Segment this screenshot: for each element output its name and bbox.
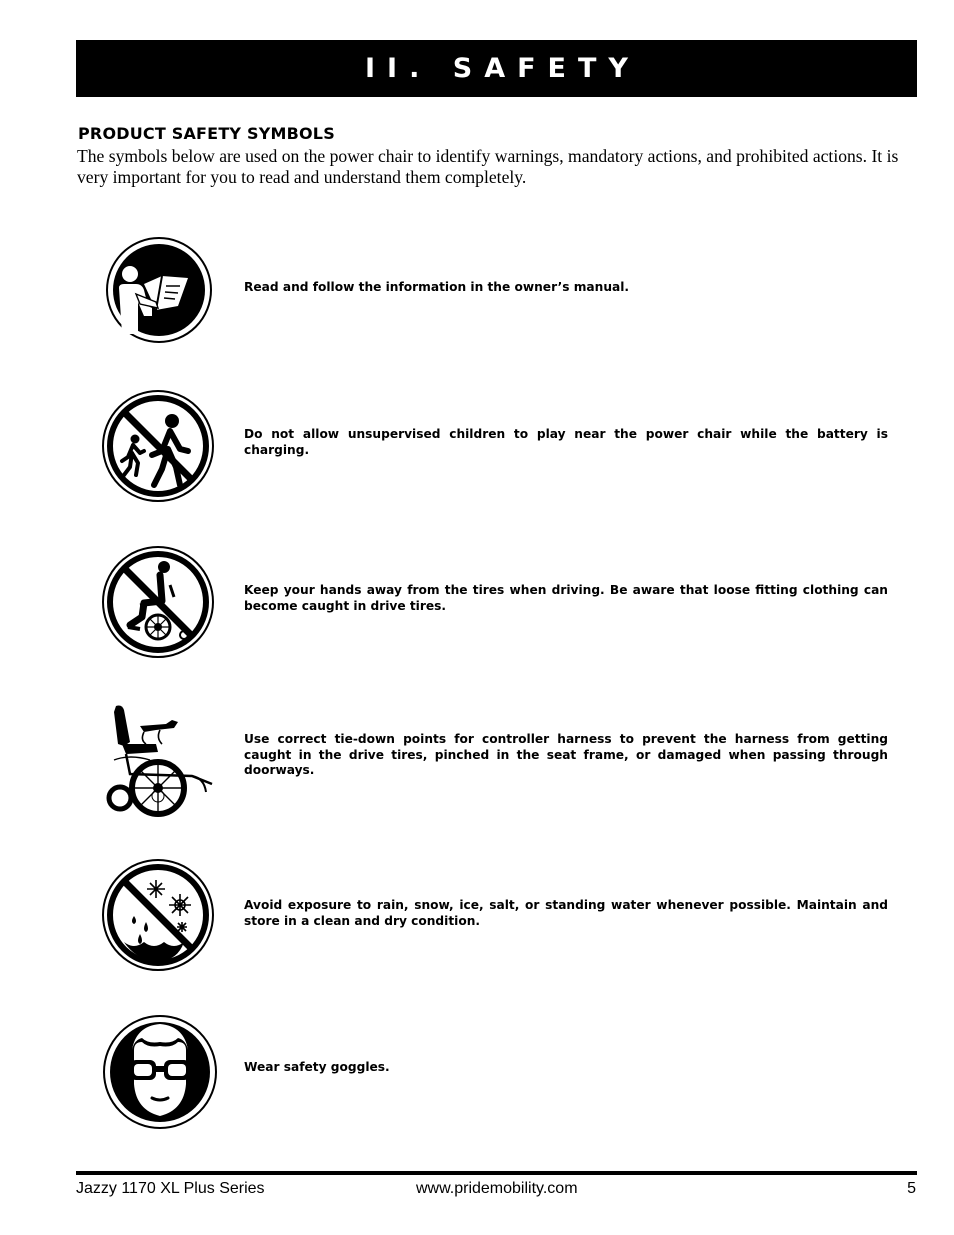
no-water-exposure-icon [100, 858, 218, 976]
symbol-text: Wear safety goggles. [244, 1060, 390, 1074]
footer-product-name: Jazzy 1170 XL Plus Series [76, 1180, 265, 1197]
banner-title: II. SAFETY [365, 53, 640, 84]
power-chair-harness-icon [100, 700, 218, 818]
footer-page-number: 5 [907, 1180, 916, 1197]
read-manual-icon [100, 236, 218, 354]
symbol-text: Do not allow unsupervised children to play near the power chair while the battery is charging. [244, 427, 888, 457]
symbol-text: Use correct tie-down points for controller harness to prevent the harness from getting caught in the drive tires, pinched in the seat frame, or damaged when passing through doorways. [244, 732, 888, 777]
section-banner [76, 40, 917, 97]
symbol-text: Keep your hands away from the tires when driving. Be aware that loose fitting clothing can become caught in drive tires. [244, 583, 888, 613]
section-heading: PRODUCT SAFETY SYMBOLS [78, 124, 335, 143]
symbol-text: Avoid exposure to rain, snow, ice, salt, or standing water whenever possible. Maintain and store in a clean and dry condition. [244, 898, 888, 928]
symbol-text: Read and follow the information in the owner’s manual. [244, 280, 630, 294]
footer-divider [76, 1171, 917, 1175]
no-children-icon [100, 389, 218, 507]
safety-goggles-icon [100, 1014, 218, 1132]
intro-paragraph: The symbols below are used on the power chair to identify warnings, mandatory actions, and prohibited actions. It is very important for you to read and understand them completely. [77, 146, 899, 187]
no-hands-near-tires-icon [100, 545, 218, 663]
footer-website: www.pridemobility.com [416, 1180, 578, 1197]
